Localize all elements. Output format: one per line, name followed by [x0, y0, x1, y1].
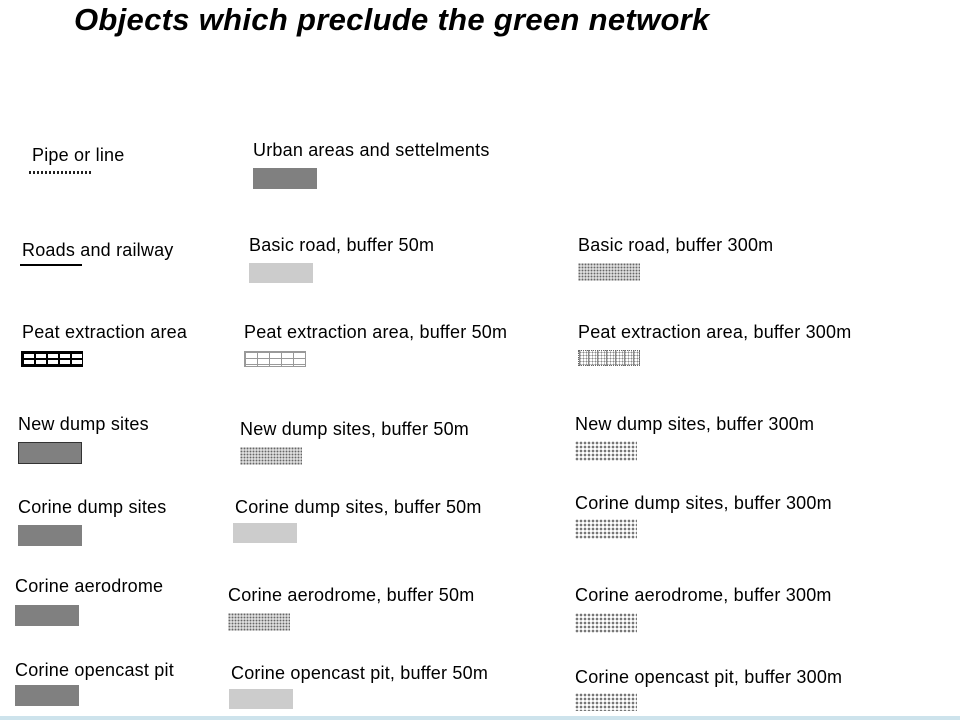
aero50-symbol	[228, 613, 290, 631]
legend-label-peat50: Peat extraction area, buffer 50m	[244, 322, 508, 342]
pit300-symbol	[575, 693, 637, 711]
dump-symbol	[18, 442, 82, 464]
cdump300-symbol	[575, 519, 637, 539]
legend-label-cdump50: Corine dump sites, buffer 50m	[235, 497, 482, 517]
legend-label-pipe: Pipe or line	[32, 145, 125, 165]
legend-label-cdump: Corine dump sites	[18, 497, 167, 517]
legend-label-dump50: New dump sites, buffer 50m	[240, 419, 469, 439]
road300-symbol	[578, 263, 640, 281]
legend-label-aero300: Corine aerodrome, buffer 300m	[575, 585, 832, 605]
legend-label-road50: Basic road, buffer 50m	[249, 235, 435, 255]
legend-label-pit50: Corine opencast pit, buffer 50m	[231, 663, 489, 683]
legend-label-roads: Roads and railway	[22, 240, 174, 260]
legend-label-urban: Urban areas and settelments	[253, 140, 490, 160]
pit50-symbol	[229, 689, 293, 709]
legend-label-pit: Corine opencast pit	[15, 660, 174, 680]
legend-label-pit300: Corine opencast pit, buffer 300m	[575, 667, 843, 687]
peat50-symbol	[244, 351, 306, 367]
pit-symbol	[15, 685, 79, 706]
pipe-symbol	[29, 171, 93, 174]
cdump-symbol	[18, 525, 82, 546]
legend-label-peat300: Peat extraction area, buffer 300m	[578, 322, 852, 342]
aero-symbol	[15, 605, 79, 626]
legend-label-peat: Peat extraction area	[22, 322, 188, 342]
urban-symbol	[253, 168, 317, 189]
legend-label-aero: Corine aerodrome	[15, 576, 164, 596]
legend-label-road300: Basic road, buffer 300m	[578, 235, 774, 255]
footer-divider	[0, 716, 960, 720]
peat-symbol	[21, 351, 83, 367]
dump300-symbol	[575, 441, 637, 461]
dump50-symbol	[240, 447, 302, 465]
legend-label-cdump300: Corine dump sites, buffer 300m	[575, 493, 832, 513]
peat300-symbol	[578, 350, 640, 366]
cdump50-symbol	[233, 523, 297, 543]
page-title: Objects which preclude the green network	[74, 2, 710, 37]
aero300-symbol	[575, 613, 637, 633]
roads-symbol	[20, 264, 82, 266]
legend-label-aero50: Corine aerodrome, buffer 50m	[228, 585, 475, 605]
road50-symbol	[249, 263, 313, 283]
legend-label-dump300: New dump sites, buffer 300m	[575, 414, 815, 434]
legend-label-dump: New dump sites	[18, 414, 149, 434]
